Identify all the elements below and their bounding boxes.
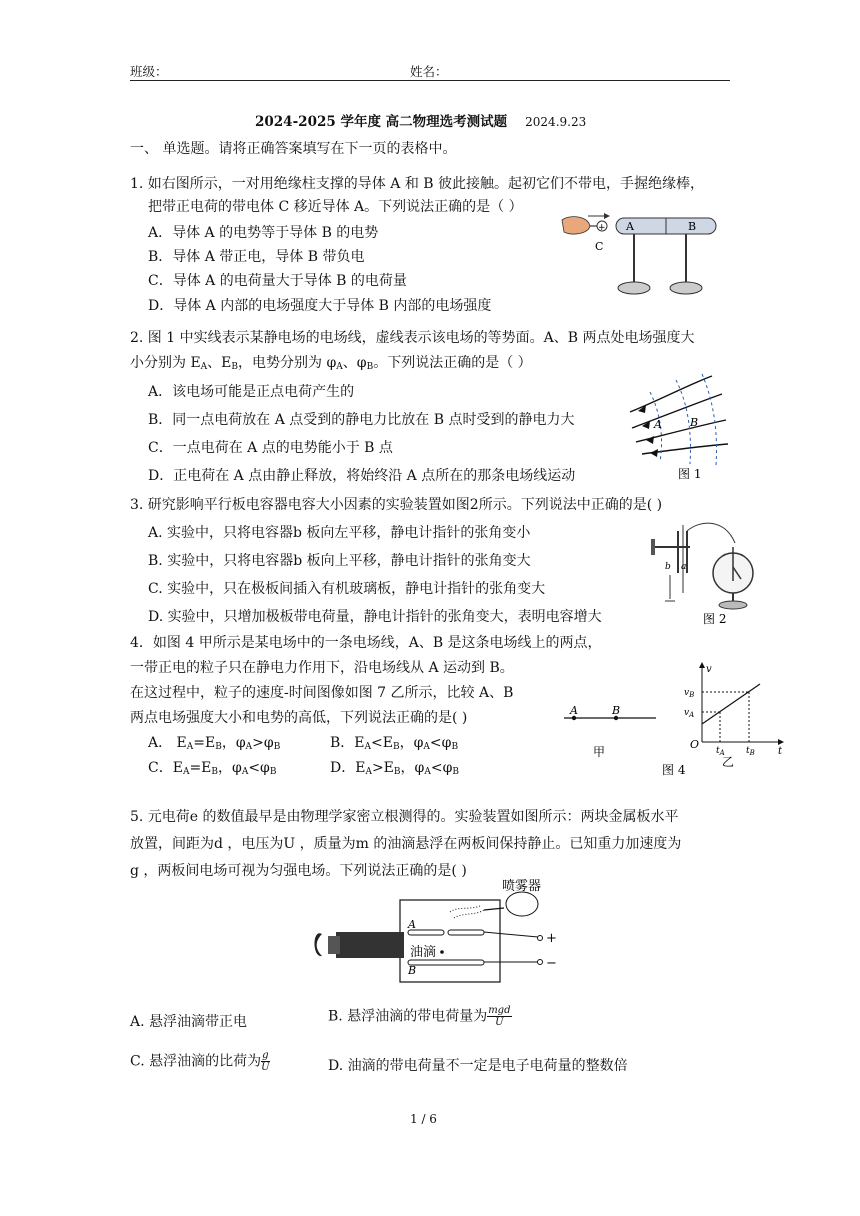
q3-option-a: A. 实验中，只将电容器b 板向左平移，静电计指针的张角变小 (148, 525, 531, 541)
name-label: 姓名： (410, 64, 448, 79)
q2-stem-1: 2. 图 1 中实线表示某静电场的电场线，虚线表示该电场的等势面。A、B 两点处电场强度大 (130, 330, 695, 346)
t-axis-label: t (778, 746, 783, 757)
line-point-a: A (570, 704, 578, 717)
q4-option-d: D．$E_A>E_B$，$\varphi_A<\varphi_B$ (330, 760, 460, 777)
fraction-g-u: $\frac{g}{U}$ (261, 1050, 270, 1073)
q1-option-a: A．导体 A 的电势等于导体 B 的电势 (148, 225, 379, 241)
point-a-label: A (654, 418, 662, 431)
field-line-jia (560, 700, 670, 770)
q5-option-d: D. 油滴的带电荷量不一定是电子电荷量的整数倍 (328, 1058, 628, 1074)
field-lines-figure (620, 372, 730, 482)
microscope-icon (315, 933, 323, 956)
q1-stem-2: 把带正电荷的带电体 C 移近导体 A。下列说法正确的是（ ） (148, 199, 523, 215)
q5-option-b: B. 悬浮油滴的带电荷量为 $\frac{\text{mgd}}{U}$ (328, 1005, 511, 1028)
vb-label: $v_B$ (684, 688, 695, 699)
q5-stem-2: 放置，间距为d ，电压为U ，质量为m 的油滴悬浮在两板间保持静止。已知重力加速度为 (130, 836, 682, 852)
fig-yi-caption: 乙 (722, 755, 735, 769)
class-label: 班级： (130, 64, 168, 79)
label-c: C (595, 240, 604, 253)
q1-figure (560, 212, 720, 302)
q3-option-d: D. 实验中，只增加极板带电荷量，静电计指针的张角变大，表明电容增大 (148, 609, 602, 625)
q3-option-c: C. 实验中，只在极板间插入有机玻璃板，静电计指针的张角变大 (148, 581, 546, 597)
q1-stem-1: 1. 如右图所示，一对用绝缘柱支撑的导体 A 和 B 彼此接触。起初它们不带电，手握绝缘棒， (130, 176, 705, 192)
tb-label: $t_B$ (746, 746, 755, 757)
plate-b-label: B (408, 964, 417, 977)
q5-stem-1: 5. 元电荷e 的数值最早是由物理学家密立根测得的。实验装置如图所示：两块金属板水平 (130, 809, 679, 825)
q4-option-c: C．$E_A=E_B$，$\varphi_A<\varphi_B$ (148, 760, 277, 777)
q2-option-d: D．正电荷在 A 点由静止释放，将始终沿 A 点所在的那条电场线运动 (148, 468, 576, 484)
minus-terminal: − (546, 956, 557, 971)
sprayer-bulb (506, 892, 538, 916)
q2-option-a: A．该电场可能是正点电荷产生的 (148, 384, 355, 400)
q3-option-b: B. 实验中，只将电容器b 板向上平移，静电计指针的张角变大 (148, 553, 531, 569)
capacitor-figure (645, 517, 755, 629)
q1-option-b: B．导体 A 带正电，导体 B 带负电 (148, 249, 365, 265)
figure-1-caption: 图 1 (678, 467, 702, 481)
plate-a-label: A (408, 918, 416, 931)
section-heading: 一、 单选题。请将正确答案填写在下一页的表格中。 (130, 141, 457, 157)
vt-graph (660, 662, 790, 780)
oil-drop (440, 950, 444, 954)
q5-stem-3: g ，两板间电场可视为匀强电场。下列说法正确的是( ) (130, 863, 467, 879)
q5-option-c: C. 悬浮油滴的比荷为 $\frac{g}{U}$ (130, 1050, 270, 1073)
page-title: 2024-2025 学年度 高二物理选考测试题 2024.9.23 (255, 114, 587, 130)
oil-drop-label: 油滴 (410, 945, 437, 960)
plus-terminal: + (546, 931, 557, 946)
header-rule (130, 80, 730, 81)
plate-b-label: b (665, 562, 671, 572)
q2-stem-2: 小分别为 $E_A$、$E_B$，电势分别为 $\varphi_A$、$\varphi_B$。下列说法正确的是（ ） (130, 355, 532, 372)
q2-option-b: B．同一点电荷放在 A 点受到的静电力比放在 B 点时受到的静电力大 (148, 412, 575, 428)
fraction-mgd-u: $\frac{\text{mgd}}{U}$ (488, 1005, 511, 1028)
q4-stem-2: 一带正电的粒子只在静电力作用下，沿电场线从 A 运动到 B。 (130, 660, 514, 676)
q4-stem-1: 4．如图 4 甲所示是某电场中的一条电场线，A、B 是这条电场线上的两点， (130, 635, 602, 651)
millikan-figure (308, 879, 568, 994)
plate-a-label: a (681, 562, 687, 572)
hand-icon (562, 217, 590, 234)
va-label: $v_A$ (684, 708, 695, 719)
q4-option-a: A． $E_A=E_B$，$\varphi_A>\varphi_B$ (148, 735, 281, 752)
figure-2-caption: 图 2 (703, 612, 727, 626)
fig-jia-caption: 甲 (593, 745, 606, 759)
svg-text:+: + (598, 223, 606, 233)
q4-option-b: B．$E_A<E_B$，$\varphi_A<\varphi_B$ (330, 735, 459, 752)
q1-option-d: D．导体 A 内部的电场强度大于导体 B 内部的电场强度 (148, 298, 492, 314)
q5-option-a: A. 悬浮油滴带正电 (130, 1014, 248, 1030)
point-b-label: B (690, 416, 699, 429)
line-point-b: B (612, 704, 621, 717)
q2-option-c: C．一点电荷在 A 点的电势能小于 B 点 (148, 440, 393, 456)
v-axis-label: v (706, 664, 712, 675)
exam-date: 2024.9.23 (525, 115, 587, 129)
label-a: A (626, 220, 634, 233)
page-number: 1 / 6 (410, 1112, 437, 1126)
origin-label: O (690, 738, 700, 751)
ta-label: $t_A$ (716, 746, 725, 757)
q4-stem-3: 在这过程中，粒子的速度-时间图像如图 7 乙所示，比较 A、B (130, 685, 514, 701)
label-b: B (688, 220, 697, 233)
sprayer-label: 喷雾器 (502, 879, 542, 894)
q1-option-c: C．导体 A 的电荷量大于导体 B 的电荷量 (148, 273, 407, 289)
figure-4-caption: 图 4 (662, 763, 686, 777)
q4-stem-4: 两点电场强度大小和电势的高低，下列说法正确的是( ) (130, 710, 468, 726)
q3-stem: 3. 研究影响平行板电容器电容大小因素的实验装置如图2所示。下列说法中正确的是( ) (130, 497, 663, 513)
